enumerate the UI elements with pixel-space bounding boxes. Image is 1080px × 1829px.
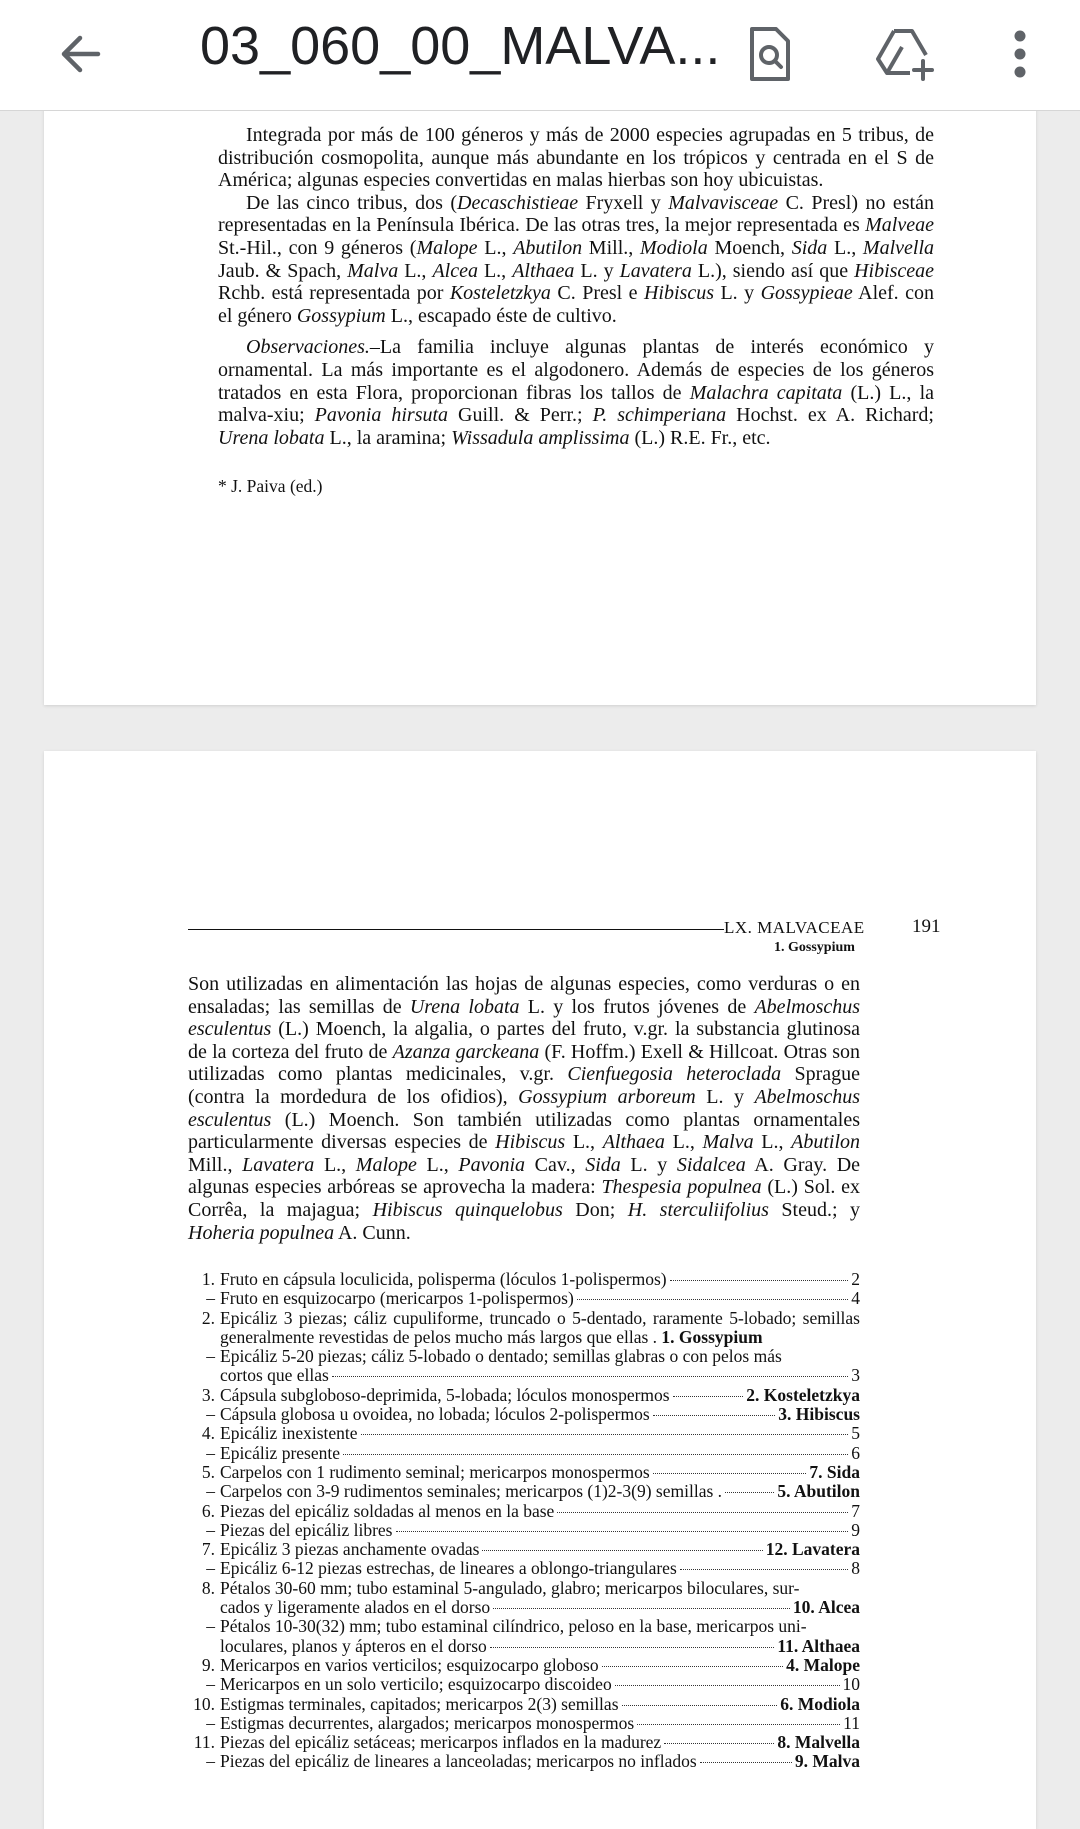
key-text: Fruto en esquizocarpo (mericarpos 1-polispermos) [220,1288,574,1309]
key-result: 8. Malvella [777,1732,860,1753]
add-to-drive-button[interactable] [865,14,945,94]
taxon-name: Malveae [865,214,934,237]
leader-dots [664,1743,774,1744]
key-result: 10. Alcea [792,1597,860,1618]
key-couplet [188,1617,860,1656]
leader-dots [396,1531,849,1532]
key-couplet [188,1675,860,1694]
key-body [220,1675,860,1694]
key-result: 4. Malope [786,1654,860,1675]
text-run: L., [398,259,433,282]
key-number: 1. [201,1269,215,1289]
key-text: cortos que ellas [220,1365,329,1386]
taxon-name: Gossypium arboreum [518,1085,696,1108]
taxon-name: Wissadula amplissima [451,426,630,449]
pdf-page-2 [44,751,1036,1829]
taxon-name: Malva [347,259,399,282]
key-couplet [188,1289,860,1308]
key-number: – [206,1519,215,1540]
app-bar [0,0,1080,111]
add-to-drive-icon [874,27,936,81]
key-text: cados y ligeramente alados en el dorso [220,1597,491,1618]
taxon-name: Modiola [639,236,708,259]
key-body [220,1347,860,1386]
taxon-name: Malvella [862,236,935,259]
leader-dots [493,1608,790,1609]
text-run: St.-Hil., con 9 géneros ( [218,236,417,259]
text-run: L. y [574,259,620,282]
key-result: 5. Abutilon [777,1481,860,1502]
text-run: L., [477,259,513,282]
leader-dots [670,1280,849,1281]
text-run: Steud.; y [768,1198,860,1221]
key-couplet [188,1405,860,1424]
key-body [220,1540,860,1559]
key-text: Piezas del epicáliz setáceas; mericarpos inflados en la madurez [220,1732,662,1753]
key-lead-text: Epicáliz 5-20 piezas; cáliz 5-lobado o dentado; semillas glabras o con pelos más [220,1346,782,1367]
document-title: 03_060_00_MALVA... [200,16,721,76]
text-run: Mill., [188,1153,243,1176]
taxon-name: Malope [416,236,478,259]
key-result: 9. Malva [794,1751,860,1772]
key-lead-text: Pétalos 10-30(32) mm; tubo estaminal cilíndrico, peloso en la base, mericarpos uni- [220,1616,807,1637]
leader-dots [673,1396,744,1397]
key-number: 2. [201,1307,215,1328]
paragraph-tribes [218,192,934,328]
taxon-name: Abutilon [791,1131,861,1154]
text-run: Guill. & Perr.; [448,404,593,427]
text-run: L. y [620,1153,677,1176]
text-run: L., [664,1131,703,1154]
leader-dots [637,1724,840,1725]
text-run: Rchb. está representada por [218,282,450,305]
taxon-name: Hibiscus quinquelobus [372,1198,563,1221]
key-number: – [206,1442,215,1463]
text-run: C. Presl e [550,282,644,305]
key-number: – [206,1616,215,1637]
key-couplet [188,1502,860,1521]
key-couplet [188,1521,860,1540]
key-couplet [188,1463,860,1482]
key-couplet [188,1270,860,1289]
key-number: – [206,1674,215,1695]
key-text: Epicáliz 6-12 piezas estrechas, de lineares a oblongo-triangulares [220,1558,677,1579]
key-body [220,1656,860,1675]
text-run: Son utilizadas en alimentación las hojas de algunas especies, como verduras o en ensaladas; las semillas de [188,973,860,1018]
taxon-name: Malachra capitata [689,381,843,404]
key-text: Epicáliz inexistente [220,1423,358,1444]
taxon-name: Observaciones. [246,336,370,359]
key-text: Mericarpos en varios verticilos; esquizocarpo globoso [220,1654,599,1675]
text-run: L., [416,1153,459,1176]
key-body [220,1733,860,1752]
key-couplet [188,1482,860,1501]
key-text: Estigmas terminales, capitados; mericarpos 2(3) semillas [220,1693,619,1714]
key-couplet [188,1656,860,1675]
taxon-name: Abelmoschus esculentus [188,995,861,1041]
key-number: – [206,1346,215,1367]
key-body [220,1309,860,1348]
page-2-text [188,973,860,1244]
text-run: Jaub. & Spach, [218,259,348,282]
text-run: L. y [695,1085,755,1108]
key-body [220,1386,860,1405]
taxon-name: Alcea [432,259,478,282]
key-couplet [188,1733,860,1752]
key-result: 1. Gossypium [657,1326,763,1347]
key-number: 8. [201,1577,215,1598]
key-number: 11. [193,1732,215,1753]
taxon-name: Malva [702,1131,754,1154]
key-couplet [188,1579,860,1618]
key-number: – [206,1288,215,1309]
key-result: 3 [851,1365,860,1386]
text-run: (L.) L., la malva-xiu; [218,381,934,427]
text-run: L., [827,236,863,259]
text-run: Mill., [582,236,640,259]
leader-dots [680,1569,848,1570]
taxon-name: Sidalcea [676,1153,746,1176]
taxon-name: Lavatera [619,259,692,282]
leader-dots [653,1415,776,1416]
key-body [220,1695,860,1714]
key-number: 4. [201,1423,215,1444]
taxon-name: Sida [791,236,828,259]
text-run: L., escapado éste de cultivo. [385,304,617,327]
key-body [220,1559,860,1578]
taxon-name: Lavatera [242,1153,315,1176]
key-text: Cápsula subgloboso-deprimida, 5-lobada; lóculos monospermos [220,1384,670,1405]
pdf-page-1 [44,90,1036,705]
key-number: – [206,1481,215,1502]
key-text: Cápsula globosa u ovoidea, no lobada; lóculos 2-polispermos [220,1404,650,1425]
taxon-name: Sida [585,1153,621,1176]
text-run: L. y los frutos jóvenes de [519,995,755,1018]
key-number: 5. [201,1461,215,1482]
taxon-name: Kosteletzkya [449,282,551,305]
key-result: 11. Althaea [777,1635,860,1656]
key-result: 2 [851,1269,860,1289]
key-text: Piezas del epicáliz soldadas al menos en la base [220,1500,555,1521]
key-body [220,1579,860,1618]
key-couplet [188,1540,860,1559]
text-run: L., la aramina; [324,426,452,449]
key-body [220,1617,860,1656]
leader-dots [725,1492,774,1493]
key-lead-text: Pétalos 30-60 mm; tubo estaminal 5-angulado, glabro; mericarpos biloculares, sur- [220,1577,800,1598]
key-body [220,1752,860,1771]
key-couplet [188,1559,860,1578]
leader-dots [700,1762,792,1763]
identification-key [188,1270,860,1772]
text-run: L. y [713,282,761,305]
key-body [220,1463,860,1482]
text-run: (L.) Moench. Son también utilizadas como plantas ornamentales particularmente diversas especies de [188,1108,860,1154]
key-result: 7 [851,1500,860,1521]
running-header [188,918,948,958]
key-text: Estigmas decurrentes, alargados; mericarpos monospermos [220,1712,635,1733]
key-lead-text: Epicáliz 3 piezas; cáliz cupuliforme, truncado o 5-dentado, raramente 5-lobado; semillas generalmente revestidas de pelos mucho más largos que ellas . 1. Gossypium [220,1307,860,1347]
key-body [220,1405,860,1424]
taxon-name: Thespesia populnea [601,1176,762,1199]
text-run: De las cinco tribus, dos ( [246,191,458,214]
text-run: (L.) Moench, la algalia, o partes del fruto, v.gr. la substancia glutinosa de la corteza del fruto de [188,1018,860,1063]
text-run: Sprague (contra la mordedura de los ofidios), [188,1063,861,1108]
key-result: 6. Modiola [780,1693,860,1714]
taxon-name: Cienfuegosia heteroclada [567,1063,782,1086]
leader-dots [557,1512,848,1513]
key-number: – [206,1558,215,1579]
key-body [220,1270,860,1289]
family-header: LX. MALVACEAE [724,918,865,937]
key-body [220,1521,860,1540]
key-number: 6. [201,1500,215,1521]
key-text: loculares, planos y ápteros en el dorso [220,1635,487,1656]
text-run: Cav., [525,1153,586,1176]
taxon-name: Althaea [512,259,575,282]
leader-dots [361,1434,849,1435]
text-run: (F. Hoffm.) Exell & Hillcoat. Otras son utilizadas como plantas medicinales, v.gr. [188,1040,860,1086]
taxon-name: Althaea [602,1131,665,1154]
taxon-name: Gossypieae [760,282,853,305]
leader-dots [482,1550,762,1551]
taxon-name: Abelmoschus esculentus [188,1085,861,1131]
key-number: – [206,1751,215,1772]
taxon-name: Pavonia hirsuta [314,404,449,427]
key-couplet [188,1695,860,1714]
key-result: 10 [842,1674,860,1695]
more-vert-icon [1012,29,1028,79]
text-run: A. Cunn. [334,1221,411,1244]
taxon-name: P. schimperiana [592,404,727,427]
header-rule [188,929,724,930]
key-body [220,1289,860,1308]
leader-dots [577,1299,848,1300]
key-number: – [206,1712,215,1733]
taxon-name: Hibisceae [854,259,935,282]
document-search-icon [746,25,794,83]
key-text: Fruto en cápsula loculicida, polisperma (lóculos 1-polispermos) [220,1269,667,1289]
key-number: 9. [201,1654,215,1675]
key-text: Epicáliz presente [220,1442,341,1463]
key-result: 8 [851,1558,860,1579]
taxon-name: H. sterculiifolius [627,1198,769,1221]
key-result: 5 [851,1423,860,1444]
taxon-name: Urena lobata [409,995,520,1018]
taxon-name: Hibiscus [643,282,714,305]
text-run: L., [477,236,514,259]
key-text: Carpelos con 1 rudimento seminal; mericarpos monospermos [220,1461,650,1482]
paragraph-uses [188,973,860,1244]
key-couplet [188,1752,860,1771]
taxon-name: Malvaviscеae [668,191,779,214]
leader-dots [622,1705,778,1706]
key-body [220,1482,860,1501]
key-result: 4 [851,1288,860,1309]
key-couplet [188,1347,860,1386]
page-1-text [218,124,934,498]
key-number: 7. [201,1539,215,1560]
taxon-name: Pavonia [458,1153,526,1176]
text-run: Fryxell y [578,191,669,214]
leader-dots [332,1376,848,1377]
key-text: Epicáliz 3 piezas anchamente ovadas [220,1539,480,1560]
taxon-name: Hibiscus [495,1131,566,1154]
text-run: C. Presl) no están representadas en la Península Ibérica. De las otras tres, la mejor representada es [218,191,934,237]
footnote-editor: * J. Paiva (ed.) [218,476,323,497]
key-result: 7. Sida [809,1461,860,1482]
taxon-name: Gossypium [296,304,386,327]
key-text: Piezas del epicáliz de lineares a lanceoladas; mericarpos no inflados [220,1751,697,1772]
key-body [220,1502,860,1521]
key-couplet [188,1424,860,1443]
text-run: A. Gray. De algunas especies arbóreas se aprovecha la madera: [188,1153,861,1199]
key-body [220,1424,860,1443]
key-body [220,1714,860,1733]
text-run: (L.) Sol. ex Corrêa, la majagua; [188,1176,861,1221]
text-run: (L.) R.E. Fr., etc. [629,426,771,449]
text-run: Don; [562,1198,628,1221]
text-run: Alef. con el género [218,282,935,327]
leader-dots [653,1473,807,1474]
key-number: 3. [201,1384,215,1405]
key-couplet [188,1444,860,1463]
paragraph-families: Integrada por más de 100 géneros y más de 2000 especies agrupadas en 5 tribus, de distribución cosmopolita, aunque más abundante en los trópicos y centrada en el S de América; algunas especies convertidas en malas hierbas son hoy ubicuistas. [218,124,934,192]
leader-dots [343,1454,848,1455]
search-in-document-button[interactable] [730,14,810,94]
more-options-button[interactable] [985,14,1055,94]
key-couplet [188,1386,860,1405]
key-text: Mericarpos en un solo verticilo; esquizocarpo discoideo [220,1674,612,1695]
leader-dots [615,1685,840,1686]
leader-dots [602,1666,784,1667]
back-button[interactable] [50,24,110,84]
taxon-name: Abutilon [513,236,583,259]
key-result: 9 [851,1519,860,1540]
key-number: – [206,1404,215,1425]
key-result: 2. Kosteletzkya [746,1384,860,1405]
taxon-name: Urena lobata [218,426,325,449]
taxon-name: Hoheria populnea [188,1221,335,1244]
key-couplet [188,1714,860,1733]
text-run: L., [314,1153,356,1176]
text-run: L.), siendo así que [691,259,855,282]
genus-header: 1. Gossypium [774,940,855,955]
key-result: 6 [851,1442,860,1463]
arrow-back-icon [58,34,102,74]
taxon-name: Malope [355,1153,417,1176]
key-body [220,1444,860,1463]
text-run: –La familia incluye algunas plantas de interés económico y ornamental. La más importante es el algodonero. Además de especies de los géneros tratados en esta Flora, proporcionan fibras los tallos de [218,336,934,404]
key-result: 11 [843,1712,860,1733]
taxon-name: Azanza garckeana [392,1040,540,1063]
key-text: Carpelos con 3-9 rudimentos seminales; mericarpos (1)2-3(9) semillas . [220,1481,723,1502]
key-text: Piezas del epicáliz libres [220,1519,393,1540]
paragraph-observations [218,336,934,449]
taxon-name: Decaschistieae [457,191,579,214]
key-result: 12. Lavatera [765,1539,860,1560]
page-number: 191 [912,916,941,937]
text-run: L., [753,1131,792,1154]
leader-dots [490,1647,775,1648]
text-run: L., [565,1131,603,1154]
text-run: Hochst. ex A. Richard; [726,404,934,427]
text-run: Moench, [707,236,792,259]
key-number: 10. [193,1693,215,1714]
key-result: 3. Hibiscus [778,1404,860,1425]
key-couplet [188,1309,860,1348]
